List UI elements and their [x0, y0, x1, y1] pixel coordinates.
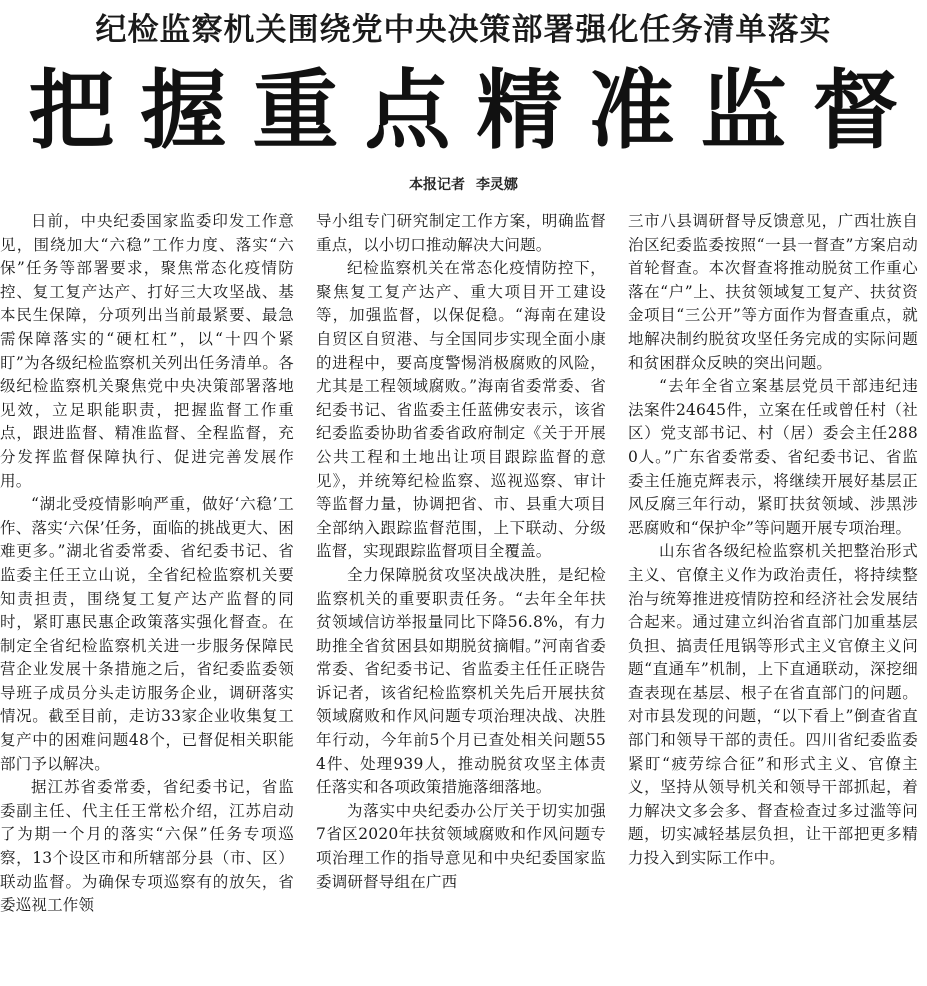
paragraph: “湖北受疫情影响严重，做好‘六稳’工作、落实‘六保’任务，面临的挑战更大、困难更多。”湖北省委常委、省纪委书记、省监委主任王立山说，全省纪检监察机关要知责担责，围绕复工复产达产监督的同时，紧盯惠民惠企政策落实强化督查。在制定全省纪检监察机关进一步服务保障民营企业发展十条措施之后，省纪委监委领导班子成员分头走访服务企业，调研落实情况。截至目前，走访33家企业收集复工复产中的困难问题48个，已督促相关职能部门予以解决。 — [0, 495, 294, 773]
column-1 — [0, 210, 294, 980]
paragraph: 山东省各级纪检监察机关把整治形式主义、官僚主义作为政治责任，将持续整治与统筹推进疫情防控和经济社会发展结合起来。通过建立纠治省直部门加重基层负担、搞责任甩锅等形式主义官僚主义问题“直通车”机制，上下直通联动，深挖细查表现在基层、根子在省直部门的问题。对市县发现的问题，“以下看上”倒查省直部门和领导干部的责任。四川省纪委监委紧盯“疲劳综合征”和形式主义、官僚主义，坚持从领导机关和领导干部抓起，着力解决文多会多、督查检查过多过滥等问题，切实减轻基层负担，让干部把更多精力投入到实际工作中。 — [628, 542, 918, 868]
paragraph: 纪检监察机关在常态化疫情防控下，聚焦复工复产达产、重大项目开工建设等，加强监督，以保促稳。“海南在建设自贸区自贸港、与全国同步实现全面小康的进程中，要高度警惕消极腐败的风险，尤其是工程领域腐败。”海南省委常委、省纪委书记、省监委主任蓝佛安表示，该省纪委监委协助省委省政府制定《关于开展公共工程和土地出让项目跟踪监督的意见》，并统筹纪检监察、巡视巡察、审计等监督力量，协调把省、市、县重大项目全部纳入跟踪监督范围，上下联动、分级监督，实现跟踪监督项目全覆盖。 — [316, 259, 606, 561]
byline — [0, 174, 927, 194]
byline-role: 本报记者 — [409, 177, 466, 193]
column-2 — [316, 210, 606, 980]
paragraph-continued: 导小组专门研究制定工作方案，明确监督重点，以小切口推动解决大问题。 — [316, 212, 606, 254]
paragraph: “去年全省立案基层党员干部违纪违法案件24645件，立案在任或曾任村（社区）党支部书记、村（居）委会主任2880人。”广东省委常委、省纪委书记、省监委主任施克辉表示，将继续开展好基层正风反腐三年行动，紧盯扶贫领域、涉黑涉恶腐败和“保护伞”等问题开展专项治理。 — [628, 377, 918, 537]
headline: 把握重点精准监督 — [28, 61, 925, 161]
paragraph: 据江苏省委常委，省纪委书记，省监委副主任、代主任王常松介绍，江苏启动了为期一个月的落实“六保”任务专项巡察，13个设区市和所辖部分县（市、区）联动监督。为确保专项巡察有的放矢，省委巡视工作领 — [0, 778, 294, 915]
paragraph-continued: 三市八县调研督导反馈意见，广西壮族自治区纪委监委按照“一县一督查”方案启动首轮督查。本次督查将推动脱贫工作重心落在“户”上、扶贫领域复工复产、扶贫资金项目“三公开”等方面作为督查重点，就地解决制约脱贫攻坚任务完成的实际问题和贫困群众反映的突出问题。 — [628, 212, 918, 372]
byline-author: 李灵娜 — [475, 177, 518, 193]
paragraph: 日前，中央纪委国家监委印发工作意见，围绕加大“六稳”工作力度、落实“六保”任务等部署要求，聚焦常态化疫情防控、复工复产达产、打好三大攻坚战、基本民生保障，分项列出当前最紧要、最急需保障落实的“硬杠杠”，以“十四个紧盯”为各级纪检监察机关列出任务清单。各级纪检监察机关聚焦党中央决策部署落地见效，立足职能职责，把握监督工作重点，跟进监督、精准监督、全程监督，充分发挥监督保障执行、促进完善发展作用。 — [0, 212, 294, 490]
paragraph: 全力保障脱贫攻坚决战决胜，是纪检监察机关的重要职责任务。“去年全年扶贫领域信访举报量同比下降56.8%，有力助推全省贫困县如期脱贫摘帽。”河南省委常委、省纪委书记、省监委主任任正晓告诉记者，该省纪检监察机关先后开展扶贫领域腐败和作风问题专项治理决战、决胜年行动，今年前5个月已查处相关问题554件、处理939人，推动脱贫攻坚主体责任落实和各项政策措施落细落地。 — [316, 565, 606, 797]
column-3 — [628, 210, 918, 980]
paragraph: 为落实中央纪委办公厅关于切实加强7省区2020年扶贫领域腐败和作风问题专项治理工作的指导意见和中央纪委国家监委调研督导组在广西 — [316, 801, 606, 891]
article-body — [0, 210, 927, 980]
subheadline: 纪检监察机关围绕党中央决策部署强化任务清单落实 — [95, 12, 832, 48]
